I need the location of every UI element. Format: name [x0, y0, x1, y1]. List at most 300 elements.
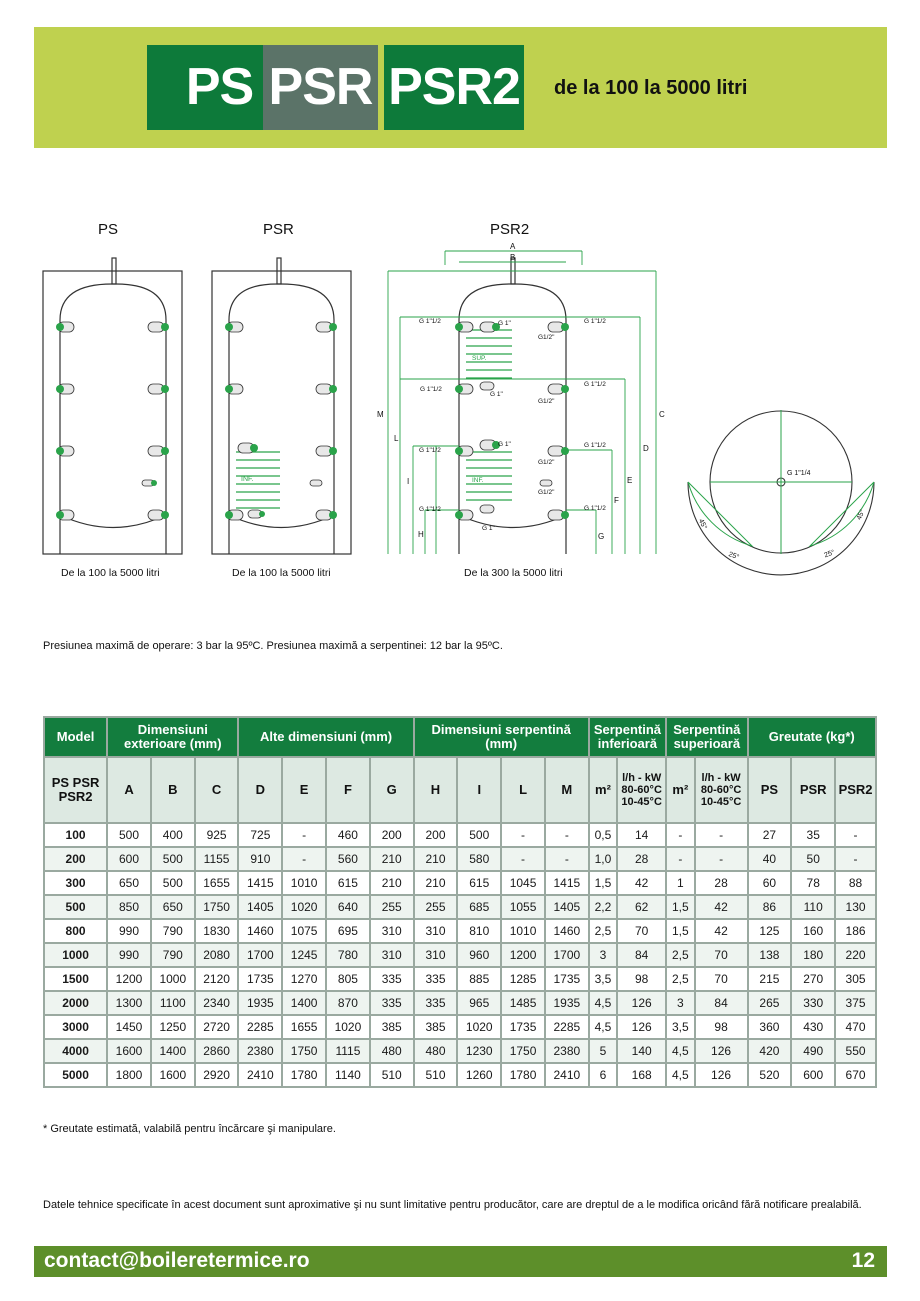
svg-text:A: A — [510, 242, 516, 251]
table-cell: 2120 — [195, 967, 239, 991]
table-cell: 42 — [617, 871, 666, 895]
table-header-groups — [44, 717, 876, 757]
table-cell: 2410 — [545, 1063, 589, 1087]
table-cell: 1655 — [195, 871, 239, 895]
table-cell: 850 — [107, 895, 151, 919]
table-cell: 6 — [589, 1063, 618, 1087]
table-cell: 40 — [748, 847, 792, 871]
table-cell: 126 — [617, 991, 666, 1015]
table-cell: 490 — [791, 1039, 835, 1063]
table-cell: 86 — [748, 895, 792, 919]
technical-drawings — [0, 0, 920, 600]
svg-text:D: D — [643, 444, 649, 453]
table-row — [44, 991, 876, 1015]
table-cell: 1140 — [326, 1063, 370, 1087]
table-cell: 360 — [748, 1015, 792, 1039]
table-cell: 1415 — [238, 871, 282, 895]
table-cell: 84 — [617, 943, 666, 967]
table-cell: 670 — [835, 1063, 876, 1087]
cell-model: 800 — [44, 919, 107, 943]
cell-model: 100 — [44, 823, 107, 847]
coil-inf-label-psr: INF. — [241, 476, 254, 483]
page-number: 12 — [851, 1249, 875, 1272]
cell-model: 2000 — [44, 991, 107, 1015]
th-weight-ps: PS — [748, 757, 792, 823]
table-cell: 1020 — [282, 895, 326, 919]
svg-text:45°: 45° — [855, 508, 867, 522]
svg-text:G 1": G 1" — [498, 320, 511, 327]
table-cell: - — [695, 823, 748, 847]
table-cell: 110 — [791, 895, 835, 919]
pressure-note: Presiunea maximă de operare: 3 bar la 95ºC. Presiunea maximă a serpentinei: 12 bar la 95ºC. — [43, 640, 503, 652]
table-cell: 990 — [107, 943, 151, 967]
table-cell: 88 — [835, 871, 876, 895]
svg-text:G: G — [598, 532, 605, 541]
table-cell: 385 — [414, 1015, 458, 1039]
table-cell: 1100 — [151, 991, 195, 1015]
svg-text:SUP.: SUP. — [472, 355, 487, 362]
table-cell: 126 — [695, 1039, 748, 1063]
table-cell: 210 — [370, 847, 414, 871]
svg-text:H: H — [418, 530, 424, 539]
table-cell: 1,5 — [666, 895, 695, 919]
table-cell: 965 — [457, 991, 501, 1015]
table-cell: 310 — [370, 943, 414, 967]
table-cell: 650 — [151, 895, 195, 919]
table-cell: 1115 — [326, 1039, 370, 1063]
th-col-d: D — [238, 757, 282, 823]
table-cell: 1935 — [545, 991, 589, 1015]
svg-text:G1/2": G1/2" — [538, 398, 555, 405]
cell-model: 3000 — [44, 1015, 107, 1039]
svg-text:G1/2": G1/2" — [538, 489, 555, 496]
tank-ps-ports — [58, 322, 164, 520]
table-cell: 1735 — [238, 967, 282, 991]
table-cell: 138 — [748, 943, 792, 967]
table-cell: 1400 — [151, 1039, 195, 1063]
table-cell: - — [695, 847, 748, 871]
table-cell: 140 — [617, 1039, 666, 1063]
table-cell: 2285 — [238, 1015, 282, 1039]
table-cell: 1,0 — [589, 847, 618, 871]
table-cell: 480 — [370, 1039, 414, 1063]
table-cell: 1780 — [282, 1063, 326, 1087]
table-cell: 510 — [370, 1063, 414, 1087]
logo-psr2: PSR2 — [384, 45, 524, 130]
table-cell: 1405 — [545, 895, 589, 919]
table-cell: 925 — [195, 823, 239, 847]
svg-text:G 1"1/2: G 1"1/2 — [584, 381, 606, 388]
svg-text:25°: 25° — [727, 551, 740, 562]
table-cell: 1600 — [107, 1039, 151, 1063]
svg-text:G 1": G 1" — [482, 525, 495, 532]
table-cell: 70 — [695, 967, 748, 991]
table-cell: 1400 — [282, 991, 326, 1015]
th-col-c: C — [195, 757, 239, 823]
table-cell: 2720 — [195, 1015, 239, 1039]
table-cell: 790 — [151, 943, 195, 967]
table-cell: 470 — [835, 1015, 876, 1039]
th-model: Model — [44, 717, 107, 757]
svg-text:G 1"1/2: G 1"1/2 — [420, 386, 442, 393]
table-cell: 1700 — [238, 943, 282, 967]
table-cell: - — [666, 847, 695, 871]
logo-psr: PSR — [263, 45, 378, 130]
table-cell: 255 — [370, 895, 414, 919]
table-cell: 60 — [748, 871, 792, 895]
table-cell: 1020 — [326, 1015, 370, 1039]
table-cell: 3,5 — [589, 967, 618, 991]
table-cell: 1460 — [238, 919, 282, 943]
table-cell: 200 — [370, 823, 414, 847]
table-cell: 1200 — [107, 967, 151, 991]
table-cell: 1155 — [195, 847, 239, 871]
table-cell: 580 — [457, 847, 501, 871]
table-cell: 305 — [835, 967, 876, 991]
table-cell: 220 — [835, 943, 876, 967]
svg-text:G 1"1/2: G 1"1/2 — [584, 505, 606, 512]
th-inf-kw: l/h - kW 80-60°C 10-45°C — [617, 757, 666, 823]
table-cell: 2410 — [238, 1063, 282, 1087]
table-cell: - — [545, 823, 589, 847]
table-cell: 1230 — [457, 1039, 501, 1063]
table-cell: 62 — [617, 895, 666, 919]
table-row — [44, 919, 876, 943]
table-cell: 400 — [151, 823, 195, 847]
table-cell: 460 — [326, 823, 370, 847]
table-cell: 500 — [107, 823, 151, 847]
table-cell: 1020 — [457, 1015, 501, 1039]
table-cell: 695 — [326, 919, 370, 943]
tank-ps-port-caps — [56, 323, 169, 519]
table-cell: 28 — [695, 871, 748, 895]
th-model-types: PS PSR PSR2 — [44, 757, 107, 823]
table-cell: 1405 — [238, 895, 282, 919]
svg-text:G 1"1/2: G 1"1/2 — [419, 506, 441, 513]
table-cell: 130 — [835, 895, 876, 919]
th-col-l: L — [501, 757, 545, 823]
th-dim-ext: Dimensiuni exterioare (mm) — [107, 717, 238, 757]
th-col-g: G — [370, 757, 414, 823]
table-cell: 310 — [370, 919, 414, 943]
table-cell: 1200 — [501, 943, 545, 967]
table-cell: 2,5 — [666, 967, 695, 991]
table-cell: 1700 — [545, 943, 589, 967]
cell-model: 5000 — [44, 1063, 107, 1087]
svg-text:G1/2": G1/2" — [538, 334, 555, 341]
table-cell: 2,5 — [666, 943, 695, 967]
table-cell: 1735 — [545, 967, 589, 991]
table-cell: 385 — [370, 1015, 414, 1039]
svg-text:INF.: INF. — [472, 477, 484, 484]
table-cell: 125 — [748, 919, 792, 943]
table-cell: 1285 — [501, 967, 545, 991]
table-cell: 335 — [414, 967, 458, 991]
table-cell: 335 — [414, 991, 458, 1015]
table-cell: - — [835, 823, 876, 847]
table-cell: 14 — [617, 823, 666, 847]
table-cell: 725 — [238, 823, 282, 847]
table-cell: 5 — [589, 1039, 618, 1063]
table-cell: 1000 — [151, 967, 195, 991]
tank-psr2-drawing — [459, 258, 566, 554]
table-cell: 215 — [748, 967, 792, 991]
table-cell: 550 — [835, 1039, 876, 1063]
table-cell: 600 — [107, 847, 151, 871]
table-cell: 4,5 — [589, 1015, 618, 1039]
table-cell: 990 — [107, 919, 151, 943]
table-row — [44, 1015, 876, 1039]
table-cell: 560 — [326, 847, 370, 871]
table-cell: 335 — [370, 991, 414, 1015]
table-cell: 1830 — [195, 919, 239, 943]
th-sup-m2: m² — [666, 757, 695, 823]
table-cell: 84 — [695, 991, 748, 1015]
table-cell: 420 — [748, 1039, 792, 1063]
table-row — [44, 895, 876, 919]
table-cell: 790 — [151, 919, 195, 943]
svg-text:45°: 45° — [696, 517, 708, 531]
th-dim-serp: Dimensiuni serpentină (mm) — [414, 717, 589, 757]
table-cell: 2380 — [238, 1039, 282, 1063]
table-cell: 42 — [695, 919, 748, 943]
table-cell: 310 — [414, 919, 458, 943]
table-cell: 50 — [791, 847, 835, 871]
table-cell: 70 — [617, 919, 666, 943]
cell-model: 500 — [44, 895, 107, 919]
table-cell: 805 — [326, 967, 370, 991]
table-cell: 1250 — [151, 1015, 195, 1039]
svg-text:C: C — [659, 410, 665, 419]
table-cell: 270 — [791, 967, 835, 991]
table-cell: 1 — [666, 871, 695, 895]
table-row — [44, 823, 876, 847]
cell-model: 300 — [44, 871, 107, 895]
table-cell: 1750 — [282, 1039, 326, 1063]
header-tagline: de la 100 la 5000 litri — [554, 77, 748, 99]
table-cell: 70 — [695, 943, 748, 967]
table-cell: 168 — [617, 1063, 666, 1087]
table-cell: - — [282, 847, 326, 871]
svg-text:G 1"1/2: G 1"1/2 — [584, 442, 606, 449]
table-cell: 330 — [791, 991, 835, 1015]
logo-ps: PS — [147, 45, 292, 130]
table-cell: 780 — [326, 943, 370, 967]
table-cell: 98 — [695, 1015, 748, 1039]
table-cell: 1245 — [282, 943, 326, 967]
footer-bar — [34, 1246, 887, 1277]
table-cell: 1,5 — [589, 871, 618, 895]
table-cell: - — [666, 823, 695, 847]
table-cell: 480 — [414, 1039, 458, 1063]
table-cell: 4,5 — [666, 1039, 695, 1063]
table-row — [44, 943, 876, 967]
th-weight-psr2: PSR2 — [835, 757, 876, 823]
th-weight-psr: PSR — [791, 757, 835, 823]
table-cell: 1010 — [282, 871, 326, 895]
table-cell: 500 — [457, 823, 501, 847]
cell-model: 200 — [44, 847, 107, 871]
table-cell: 1935 — [238, 991, 282, 1015]
th-col-e: E — [282, 757, 326, 823]
table-cell: 1655 — [282, 1015, 326, 1039]
table-cell: 640 — [326, 895, 370, 919]
table-cell: 1,5 — [666, 919, 695, 943]
table-cell: 335 — [370, 967, 414, 991]
cell-model: 1500 — [44, 967, 107, 991]
table-cell: 615 — [457, 871, 501, 895]
table-cell: 1415 — [545, 871, 589, 895]
disclaimer: Datele tehnice specificate în acest document sunt aproximative şi nu sunt limitative pentru producător, care are dreptul de a le modifica oricând fără notificare prealabilă. — [43, 1199, 862, 1211]
cell-model: 4000 — [44, 1039, 107, 1063]
svg-text:G 1": G 1" — [490, 391, 503, 398]
table-cell: 685 — [457, 895, 501, 919]
svg-text:L: L — [394, 434, 399, 443]
table-cell: - — [501, 847, 545, 871]
table-cell: 1300 — [107, 991, 151, 1015]
svg-text:G 1"1/2: G 1"1/2 — [419, 447, 441, 454]
caption-psr2: De la 300 la 5000 litri — [464, 567, 563, 579]
table-cell: - — [835, 847, 876, 871]
table-row — [44, 1063, 876, 1087]
table-cell: 600 — [791, 1063, 835, 1087]
table-cell: 3 — [666, 991, 695, 1015]
diagram-title-psr2: PSR2 — [490, 221, 530, 238]
th-col-m: M — [545, 757, 589, 823]
table-cell: 1460 — [545, 919, 589, 943]
diagram-title-psr: PSR — [263, 221, 294, 238]
psr2-connection-labels — [419, 318, 606, 532]
table-cell: 3,5 — [666, 1015, 695, 1039]
table-cell: - — [282, 823, 326, 847]
table-cell: 500 — [151, 847, 195, 871]
table-row — [44, 871, 876, 895]
caption-ps: De la 100 la 5000 litri — [61, 567, 160, 579]
table-cell: 1800 — [107, 1063, 151, 1087]
svg-text:I: I — [407, 477, 410, 486]
table-cell: 310 — [414, 943, 458, 967]
table-cell: 1450 — [107, 1015, 151, 1039]
table-cell: 2,5 — [589, 919, 618, 943]
table-cell: 650 — [107, 871, 151, 895]
svg-text:E: E — [627, 476, 633, 485]
th-inf-m2: m² — [589, 757, 618, 823]
table-cell: 520 — [748, 1063, 792, 1087]
table-cell: 2920 — [195, 1063, 239, 1087]
table-cell: 1075 — [282, 919, 326, 943]
weight-note: * Greutate estimată, valabilă pentru încărcare şi manipulare. — [43, 1123, 336, 1135]
table-cell: 910 — [238, 847, 282, 871]
spec-table — [43, 716, 877, 1088]
table-cell: 210 — [414, 871, 458, 895]
table-cell: 500 — [151, 871, 195, 895]
table-row — [44, 967, 876, 991]
table-cell: 1735 — [501, 1015, 545, 1039]
table-cell: 1260 — [457, 1063, 501, 1087]
table-cell: 810 — [457, 919, 501, 943]
table-cell: 2380 — [545, 1039, 589, 1063]
table-cell: 510 — [414, 1063, 458, 1087]
table-cell: 1485 — [501, 991, 545, 1015]
table-cell: 375 — [835, 991, 876, 1015]
table-cell: 180 — [791, 943, 835, 967]
table-cell: 3 — [589, 943, 618, 967]
table-cell: 126 — [695, 1063, 748, 1087]
th-col-h: H — [414, 757, 458, 823]
table-row — [44, 1039, 876, 1063]
table-cell: 210 — [414, 847, 458, 871]
svg-text:G 1"1/2: G 1"1/2 — [584, 318, 606, 325]
table-cell: 160 — [791, 919, 835, 943]
table-cell: 200 — [414, 823, 458, 847]
table-cell: 1750 — [195, 895, 239, 919]
table-cell: 870 — [326, 991, 370, 1015]
th-serp-inf: Serpentină inferioară — [589, 717, 666, 757]
th-col-a: A — [107, 757, 151, 823]
table-cell: 2860 — [195, 1039, 239, 1063]
table-cell: 126 — [617, 1015, 666, 1039]
table-cell: 2285 — [545, 1015, 589, 1039]
table-cell: 0,5 — [589, 823, 618, 847]
table-cell: 2340 — [195, 991, 239, 1015]
svg-text:G 1"1/2: G 1"1/2 — [419, 318, 441, 325]
table-cell: - — [545, 847, 589, 871]
th-greutate: Greutate (kg*) — [748, 717, 876, 757]
svg-text:G1/2": G1/2" — [538, 459, 555, 466]
svg-text:B: B — [510, 253, 516, 262]
th-col-i: I — [457, 757, 501, 823]
th-alte-dim: Alte dimensiuni (mm) — [238, 717, 413, 757]
th-serp-sup: Serpentină superioară — [666, 717, 747, 757]
table-cell: 2,2 — [589, 895, 618, 919]
table-cell: 1055 — [501, 895, 545, 919]
table-cell: 1045 — [501, 871, 545, 895]
svg-text:G 1"1/4: G 1"1/4 — [787, 470, 811, 477]
table-cell: 255 — [414, 895, 458, 919]
cell-model: 1000 — [44, 943, 107, 967]
caption-psr: De la 100 la 5000 litri — [232, 567, 331, 579]
table-cell: 4,5 — [589, 991, 618, 1015]
table-cell: 615 — [326, 871, 370, 895]
table-cell: 78 — [791, 871, 835, 895]
table-cell: 1010 — [501, 919, 545, 943]
table-cell: 430 — [791, 1015, 835, 1039]
table-body — [44, 823, 876, 1087]
table-cell: 42 — [695, 895, 748, 919]
svg-text:G 1": G 1" — [498, 441, 511, 448]
svg-text:M: M — [377, 410, 384, 419]
table-cell: 35 — [791, 823, 835, 847]
table-cell: 27 — [748, 823, 792, 847]
table-header-cols — [44, 757, 876, 823]
table-cell: 28 — [617, 847, 666, 871]
table-cell: 1600 — [151, 1063, 195, 1087]
table-cell: 885 — [457, 967, 501, 991]
svg-text:F: F — [614, 496, 619, 505]
table-cell: 2080 — [195, 943, 239, 967]
th-col-b: B — [151, 757, 195, 823]
svg-text:25°: 25° — [823, 549, 836, 560]
table-cell: 1750 — [501, 1039, 545, 1063]
table-cell: - — [501, 823, 545, 847]
contact-email-link[interactable]: contact@boileretermice.ro — [44, 1249, 310, 1272]
table-cell: 98 — [617, 967, 666, 991]
table-cell: 960 — [457, 943, 501, 967]
table-cell: 1780 — [501, 1063, 545, 1087]
th-col-f: F — [326, 757, 370, 823]
table-cell: 1270 — [282, 967, 326, 991]
th-sup-kw: l/h - kW 80-60°C 10-45°C — [695, 757, 748, 823]
